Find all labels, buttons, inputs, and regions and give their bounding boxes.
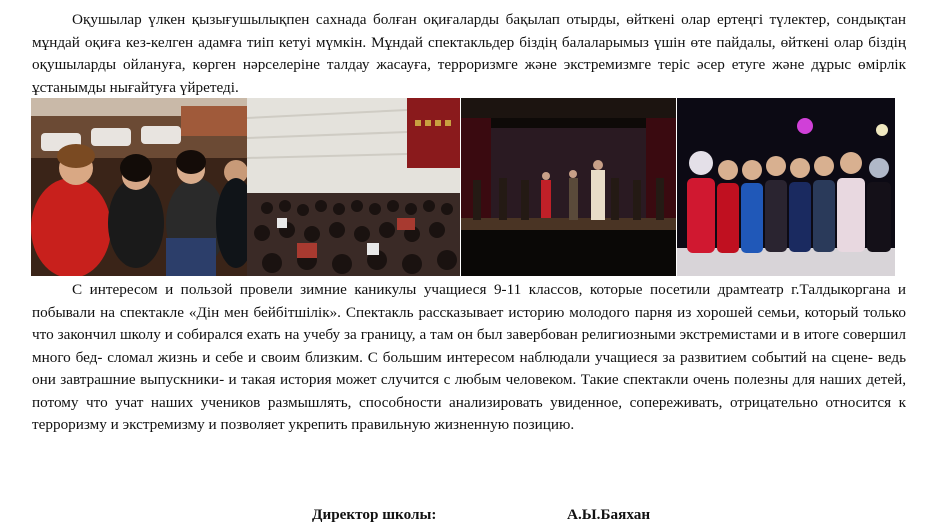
paragraph-russian: С интересом и пользой провели зимние каникулы учащиеся 9-11 классов, которые посетили драмтеатр г.Талдыкоргана и побывали на спектакле «Дін мен бейбітшілік». Спектакль рассказывает историю молодого парня из хорошей семьи, который только что закончил школу и собирался ехать на учебу за границу, а там он был завербован религиозными экстремистами и в итоге совершил много бед- сломал жизнь и себе и своим близким. С большим интересом наблюдали учащиеся за развитием событий на сцене- ведь они завтрашние выпускники- и такая история может случится с любым человеком. Такие спектакли очень полезны для наших детей, потому что учат наших учеников размышлять, способности анализировать увиденное, сопереживать, отрицательно относится к терроризму и экстремизму и позволяет укрепить правильную жизненную позицию. [32, 281, 906, 433]
theater-hall-photo [247, 98, 460, 276]
paragraph-kazakh: Оқушылар үлкен қызығушылықпен сахнада болған оқиғаларды бақылап отырды, өйткені олар ертеңгі түлектер, сондықтан мұндай оқиға кез-келген адамға тиіп кетуі мүмкін. Мұндай спектакльдер біздің балаларымыз үшін өте пайдалы, өйткені олар біздің оқушыларды ойлануға, көрген нәрселеріне талдау жасауға, терроризмге және экстремизмге теріс әсер етуге және дұрыс өмірлік ұстанымды нығайтуға үйретеді. [32, 11, 906, 96]
signature-name: А.Ы.Баяхан [567, 506, 651, 523]
photo-strip [31, 98, 895, 276]
audience-closeup-photo [31, 98, 248, 276]
signature-role: Директор школы: [312, 506, 437, 523]
group-outdoor-night-photo [677, 98, 895, 276]
stage-performance-photo [461, 98, 676, 276]
